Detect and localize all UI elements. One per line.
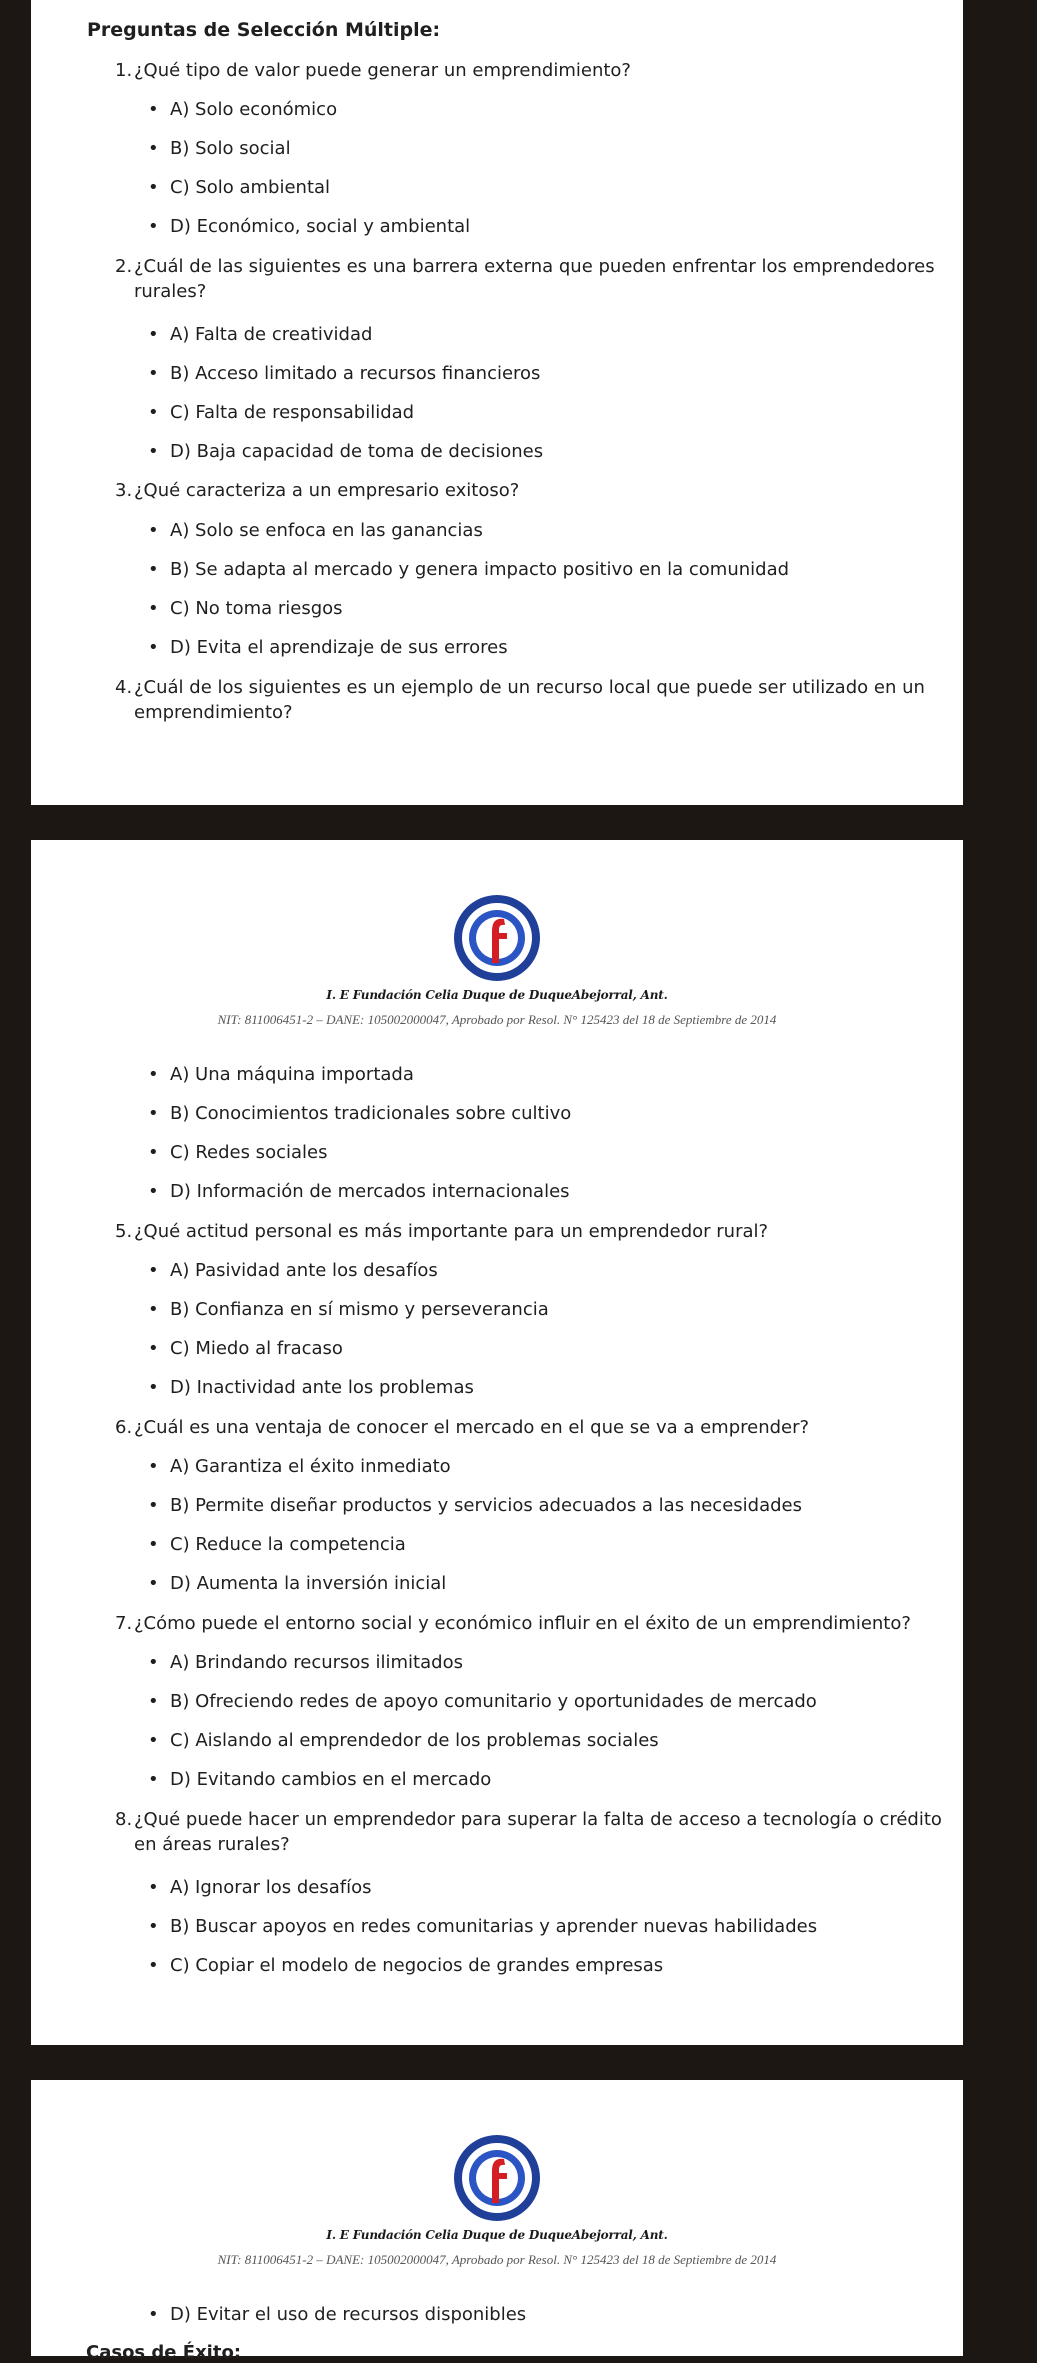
question-text: ¿Cuál de los siguientes es un ejemplo de un recurso local que puede ser utilizado en un emprendimiento? <box>134 677 925 723</box>
option-3a: • A) Solo se enfoca en las ganancias <box>170 518 483 543</box>
question-5 <box>115 1219 945 1244</box>
question-text: ¿Qué puede hacer un emprendedor para superar la falta de acceso a tecnología o crédito en áreas rurales? <box>134 1809 942 1855</box>
question-3 <box>115 478 945 503</box>
question-number: 3. <box>115 480 133 501</box>
school-nit: NIT: 811006451-2 – DANE: 105002000047, Aprobado por Resol. N° 125423 del 18 de Septiembre de 2014 <box>217 2252 777 2267</box>
option-6c: • C) Reduce la competencia <box>170 1532 406 1557</box>
option-1d: • D) Económico, social y ambiental <box>170 214 470 239</box>
option-4d: • D) Información de mercados internacionales <box>170 1179 570 1204</box>
question-number: 1. <box>115 60 133 81</box>
question-text: ¿Cuál es una ventaja de conocer el mercado en el que se va a emprender? <box>134 1417 810 1438</box>
question-number: 7. <box>115 1613 133 1634</box>
option-3c: • C) No toma riesgos <box>170 596 343 621</box>
option-4c: • C) Redes sociales <box>170 1140 327 1165</box>
option-7c: • C) Aislando al emprendedor de los problemas sociales <box>170 1728 659 1753</box>
option-1c: • C) Solo ambiental <box>170 175 330 200</box>
option-5d: • D) Inactividad ante los problemas <box>170 1375 474 1400</box>
school-logo <box>452 2133 542 2223</box>
question-number: 5. <box>115 1221 133 1242</box>
option-3d: • D) Evita el aprendizaje de sus errores <box>170 635 508 660</box>
option-6b: • B) Permite diseñar productos y servicios adecuados a las necesidades <box>170 1493 802 1518</box>
question-number: 4. <box>115 677 133 698</box>
option-8a: • A) Ignorar los desafíos <box>170 1875 372 1900</box>
document-page-3 <box>31 2080 963 2363</box>
question-text: ¿Qué caracteriza a un empresario exitoso? <box>134 480 520 501</box>
next-section-heading: Casos de Éxito: <box>86 2342 242 2363</box>
option-8d: • D) Evitar el uso de recursos disponibles <box>170 2302 526 2327</box>
option-6a: • A) Garantiza el éxito inmediato <box>170 1454 451 1479</box>
question-6 <box>115 1415 945 1440</box>
school-logo <box>452 893 542 983</box>
question-number: 6. <box>115 1417 133 1438</box>
option-2c: • C) Falta de responsabilidad <box>170 400 414 425</box>
question-number: 2. <box>115 256 133 277</box>
option-3b: • B) Se adapta al mercado y genera impacto positivo en la comunidad <box>170 557 789 582</box>
option-2a: • A) Falta de creatividad <box>170 322 372 347</box>
school-name: I. E Fundación Celia Duque de DuqueAbejorral, Ant. <box>326 2228 668 2242</box>
question-text: ¿Cómo puede el entorno social y económico influir en el éxito de un emprendimiento? <box>134 1613 911 1634</box>
question-text: ¿Qué actitud personal es más importante para un emprendedor rural? <box>134 1221 769 1242</box>
option-8c: • C) Copiar el modelo de negocios de grandes empresas <box>170 1953 663 1978</box>
option-5a: • A) Pasividad ante los desafíos <box>170 1258 438 1283</box>
option-7a: • A) Brindando recursos ilimitados <box>170 1650 463 1675</box>
option-7b: • B) Ofreciendo redes de apoyo comunitario y oportunidades de mercado <box>170 1689 817 1714</box>
school-nit: NIT: 811006451-2 – DANE: 105002000047, Aprobado por Resol. N° 125423 del 18 de Septiembre de 2014 <box>217 1012 777 1027</box>
option-1a: • A) Solo económico <box>170 97 337 122</box>
question-8 <box>115 1807 945 1857</box>
question-7 <box>115 1611 945 1636</box>
school-name: I. E Fundación Celia Duque de DuqueAbejorral, Ant. <box>326 988 668 1002</box>
option-4b: • B) Conocimientos tradicionales sobre cultivo <box>170 1101 571 1126</box>
question-2 <box>115 254 945 304</box>
option-7d: • D) Evitando cambios en el mercado <box>170 1767 491 1792</box>
option-8b: • B) Buscar apoyos en redes comunitarias y aprender nuevas habilidades <box>170 1914 817 1939</box>
option-6d: • D) Aumenta la inversión inicial <box>170 1571 446 1596</box>
question-4 <box>115 675 945 725</box>
question-text: ¿Qué tipo de valor puede generar un emprendimiento? <box>134 60 631 81</box>
question-1 <box>115 58 945 83</box>
option-5c: • C) Miedo al fracaso <box>170 1336 343 1361</box>
option-2b: • B) Acceso limitado a recursos financieros <box>170 361 540 386</box>
document-page-1 <box>31 0 963 805</box>
option-1b: • B) Solo social <box>170 136 291 161</box>
question-text: ¿Cuál de las siguientes es una barrera externa que pueden enfrentar los emprendedores rurales? <box>134 256 935 302</box>
option-4a: • A) Una máquina importada <box>170 1062 414 1087</box>
section-heading: Preguntas de Selección Múltiple: <box>87 19 441 41</box>
document-page-2 <box>31 840 963 2045</box>
option-5b: • B) Confianza en sí mismo y perseverancia <box>170 1297 549 1322</box>
question-number: 8. <box>115 1809 133 1830</box>
option-2d: • D) Baja capacidad de toma de decisiones <box>170 439 543 464</box>
